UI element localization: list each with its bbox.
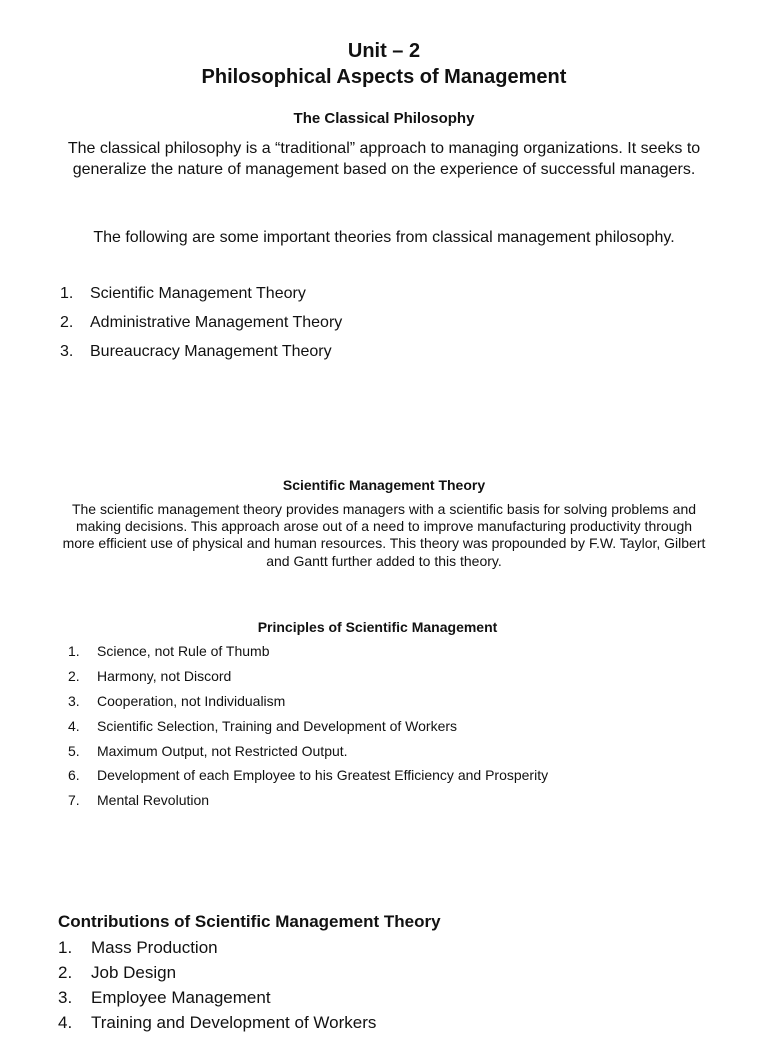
list-item-number: 7. — [68, 792, 80, 809]
list-item-number: 3. — [60, 343, 74, 360]
list-item-number: 3. — [58, 988, 73, 1007]
list-item — [58, 987, 738, 1012]
list-item-number: 2. — [68, 667, 80, 684]
list-item-number: 1. — [58, 938, 73, 957]
principles-heading: Principles of Scientific Management — [257, 619, 498, 635]
classical-philosophy-paragraph: The classical philosophy is a “traditional” approach to managing organizations. It seeks to generalize the nature of management based on the experience of successful managers. — [67, 140, 701, 178]
list-item-label: Maximum Output, not Restricted Output. — [97, 742, 348, 759]
principles-list — [68, 642, 728, 816]
list-item — [58, 937, 738, 962]
list-item-number: 2. — [60, 314, 74, 331]
scientific-management-heading: Scientific Management Theory — [282, 477, 486, 493]
list-item-label: Employee Management — [91, 988, 271, 1007]
list-item-label: Bureaucracy Management Theory — [90, 343, 332, 360]
list-item-number: 4. — [58, 1013, 73, 1032]
list-item — [68, 791, 728, 816]
list-item — [68, 667, 728, 692]
list-item-number: 4. — [68, 717, 80, 734]
list-item — [68, 717, 728, 742]
unit-title: Philosophical Aspects of Management — [201, 66, 567, 88]
contributions-heading: Contributions of Scientific Management Theory — [58, 912, 441, 931]
classical-philosophy-heading: The Classical Philosophy — [293, 110, 475, 127]
list-item-number: 3. — [68, 692, 80, 709]
list-item — [58, 1012, 738, 1037]
list-item-label: Scientific Management Theory — [90, 285, 306, 302]
list-item-label: Harmony, not Discord — [97, 667, 232, 684]
list-item-label: Cooperation, not Individualism — [97, 692, 286, 709]
contributions-list — [58, 937, 738, 1037]
scientific-management-paragraph: The scientific management theory provides managers with a scientific basis for solving problems and making decisions. This approach arose out of a need to improve manufacturing productivity through more efficient use of physical and human resources. This theory was propounded by F.W. Taylor, Gilbert and Gantt further added to this theory. — [62, 501, 706, 569]
list-item — [68, 692, 728, 717]
list-item-label: Development of each Employee to his Greatest Efficiency and Prosperity — [97, 767, 549, 784]
list-item — [60, 283, 660, 312]
list-item-label: Job Design — [91, 963, 177, 982]
list-item — [60, 312, 660, 341]
list-item — [68, 766, 728, 791]
list-item-number: 1. — [68, 643, 80, 659]
list-item-label: Administrative Management Theory — [90, 314, 343, 331]
theories-intro-paragraph: The following are some important theories from classical management philosophy. — [93, 229, 675, 246]
list-item — [58, 962, 738, 987]
list-item-label: Science, not Rule of Thumb — [97, 643, 270, 659]
list-item-number: 1. — [60, 285, 74, 302]
list-item-number: 6. — [68, 767, 80, 784]
unit-number-title: Unit – 2 — [347, 40, 421, 62]
list-item-label: Scientific Selection, Training and Development of Workers — [97, 717, 458, 734]
classical-theories-list — [60, 283, 660, 370]
list-item-number: 2. — [58, 963, 73, 982]
list-item-label: Mass Production — [91, 938, 218, 957]
list-item — [60, 341, 660, 370]
list-item — [68, 642, 728, 667]
list-item-number: 5. — [68, 742, 80, 759]
list-item-label: Mental Revolution — [97, 792, 210, 809]
list-item — [68, 742, 728, 767]
list-item-label: Training and Development of Workers — [91, 1013, 377, 1032]
